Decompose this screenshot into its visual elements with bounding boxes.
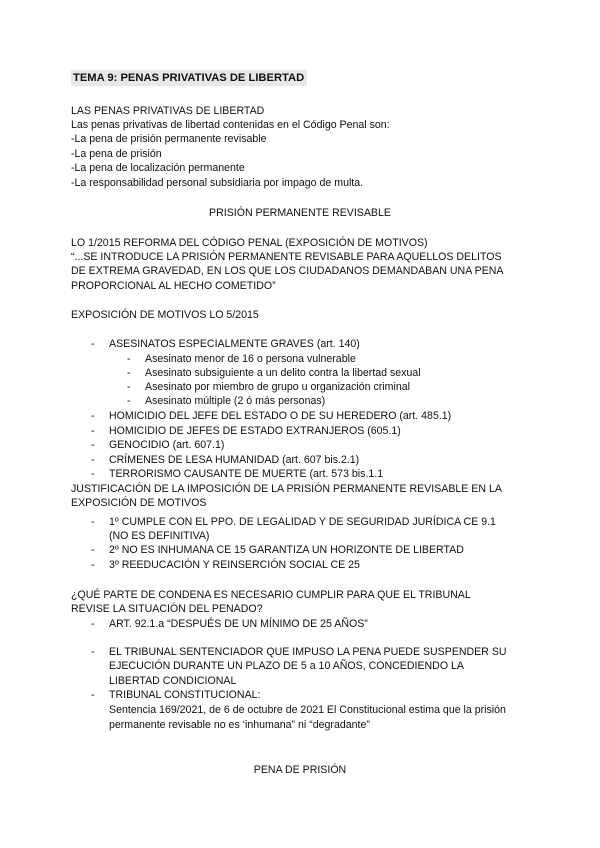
intro-line: -La responsabilidad personal subsidiaria por impago de multa.	[71, 177, 364, 189]
list-dash: -	[91, 425, 95, 437]
quote-line: DE EXTREMA GRAVEDAD, EN LOS QUE LOS CIUDADANOS DEMANDABAN UNA PENA	[71, 265, 504, 277]
sub-list-item: Asesinato menor de 16 o persona vulnerable	[145, 353, 356, 365]
intro-line: -La pena de localización permanente	[71, 162, 245, 174]
list-dash: -	[91, 689, 95, 701]
lo-line: LO 1/2015 REFORMA DEL CÓDIGO PENAL (EXPOSICIÓN DE MOTIVOS)	[71, 237, 428, 249]
justificacion-item-cont: (NO ES DEFINITIVA)	[109, 530, 210, 542]
sub-dash: -	[127, 353, 131, 365]
sub-list-item: Asesinato subsiguiente a un delito contra la libertad sexual	[145, 367, 421, 379]
intro-line: -La pena de prisión permanente revisable	[71, 133, 267, 145]
list-item: HOMICIDIO DE JEFES DE ESTADO EXTRANJEROS (605.1)	[109, 425, 401, 437]
list-dash: -	[91, 544, 95, 556]
list-dash: -	[91, 454, 95, 466]
justificacion-heading: JUSTIFICACIÓN DE LA IMPOSICIÓN DE LA PRISIÓN PERMANENTE REVISABLE EN LA	[71, 483, 502, 495]
intro-heading: LAS PENAS PRIVATIVAS DE LIBERTAD	[71, 105, 265, 117]
list-dash: -	[91, 646, 95, 658]
sub-dash: -	[127, 367, 131, 379]
constitucional-item: Sentencia 169/2021, de 6 de octubre de 2021 El Constitucional estima que la prisión	[109, 704, 506, 716]
list-item: GENOCIDIO (art. 607.1)	[109, 439, 225, 451]
list-dash: -	[91, 516, 95, 528]
sub-dash: -	[127, 395, 131, 407]
constitucional-item: permanente revisable no es ‘inhumana” ni “degradante”	[109, 719, 370, 731]
intro-line: -La pena de prisión	[71, 148, 162, 160]
justificacion-heading: EXPOSICIÓN DE MOTIVOS	[71, 497, 207, 509]
question-line: ¿QUÉ PARTE DE CONDENA ES NECESARIO CUMPLIR PARA QUE EL TRIBUNAL	[71, 589, 471, 601]
art-item: ART. 92.1.a “DESPUÉS DE UN MÍNIMO DE 25 AÑOS”	[109, 618, 368, 630]
sub-list-item: Asesinato por miembro de grupo u organización criminal	[145, 381, 410, 393]
tribunal-item: EJECUCIÓN DURANTE UN PLAZO DE 5 a 10 AÑOS, CONCEDIENDO LA	[109, 660, 464, 672]
list-dash: -	[91, 439, 95, 451]
question-line: REVISE LA SITUACIÓN DEL PENADO?	[71, 603, 263, 615]
justificacion-item: 1º CUMPLE CON EL PPO. DE LEGALIDAD Y DE SEGURIDAD JURÍDICA CE 9.1	[109, 516, 496, 528]
list-item: TERRORISMO CAUSANTE DE MUERTE (art. 573 bis.1.1	[109, 468, 384, 480]
quote-line: “...SE INTRODUCE LA PRISIÓN PERMANENTE REVISABLE PARA AQUELLOS DELITOS	[71, 251, 502, 263]
list-item: HOMICIDIO DEL JEFE DEL ESTADO O DE SU HEREDERO (art. 485.1)	[109, 410, 452, 422]
constitucional-item: TRIBUNAL CONSTITUCIONAL:	[109, 689, 261, 701]
list-dash: -	[91, 468, 95, 480]
section-heading-prision-permanente: PRISIÓN PERMANENTE REVISABLE	[209, 207, 391, 219]
sub-list-item: Asesinato múltiple (2 ó más personas)	[145, 395, 326, 407]
intro-line: Las penas privativas de libertad contenidas en el Código Penal son:	[71, 119, 390, 131]
quote-line: PROPORCIONAL AL HECHO COMETIDO”	[71, 280, 276, 292]
section-heading-pena-prision: PENA DE PRISIÓN	[253, 764, 347, 776]
document-title: TEMA 9: PENAS PRIVATIVAS DE LIBERTAD	[71, 70, 307, 86]
list-item: ASESINATOS ESPECIALMENTE GRAVES (art. 140)	[109, 338, 360, 350]
tribunal-item: LIBERTAD CONDICIONAL	[109, 675, 237, 687]
sub-dash: -	[127, 381, 131, 393]
tribunal-item: EL TRIBUNAL SENTENCIADOR QUE IMPUSO LA PENA PUEDE SUSPENDER SU	[109, 646, 507, 658]
list-dash: -	[91, 338, 95, 350]
list-dash: -	[91, 559, 95, 571]
exposicion-heading: EXPOSICIÓN DE MOTIVOS LO 5/2015	[71, 309, 259, 321]
list-dash: -	[91, 618, 95, 630]
list-item: CRÍMENES DE LESA HUMANIDAD (art. 607 bis.2.1)	[109, 454, 360, 466]
justificacion-item: 2º NO ES INHUMANA CE 15 GARANTIZA UN HORIZONTE DE LIBERTAD	[109, 544, 464, 556]
justificacion-item: 3º REEDUCACIÓN Y REINSERCIÓN SOCIAL CE 25	[109, 559, 360, 571]
list-dash: -	[91, 410, 95, 422]
